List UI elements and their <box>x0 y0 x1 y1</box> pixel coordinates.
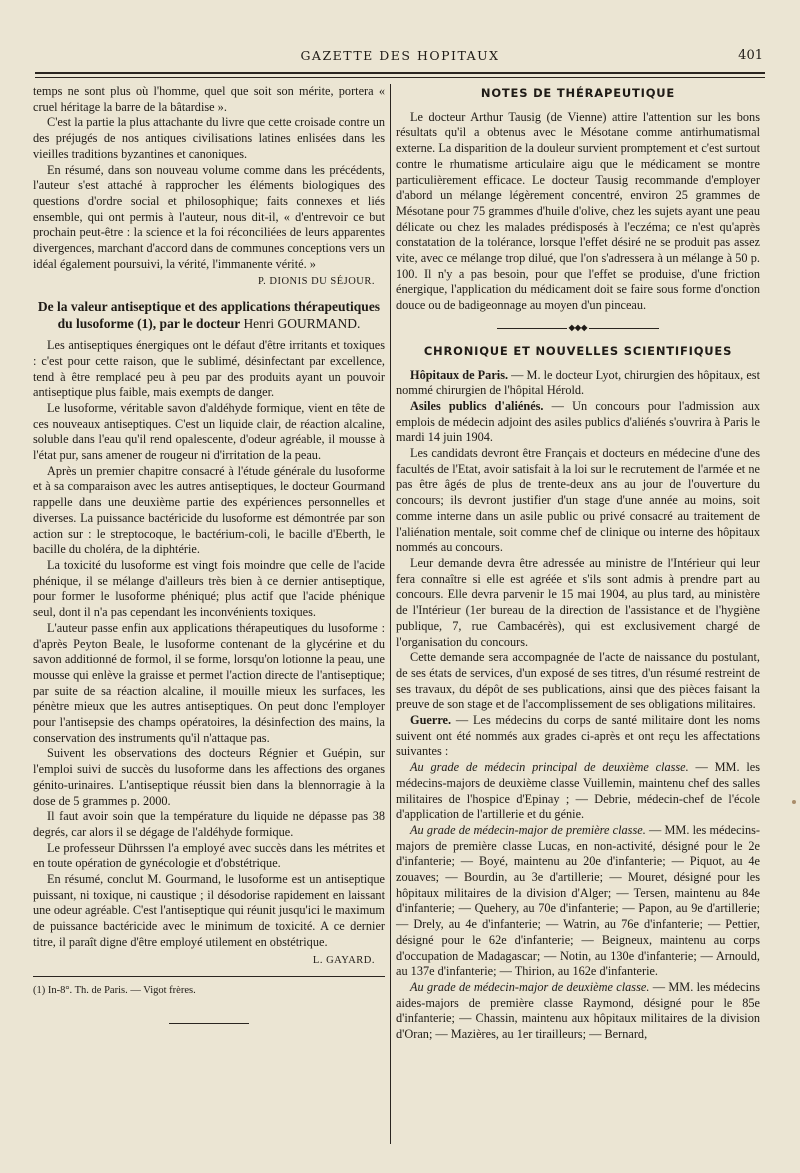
end-separator <box>33 1013 385 1029</box>
grade-text: — MM. les médecins-majors de deuxième classe Vuillemin, maintenu chef des salles militaires de l'hospice d'Epinay ; — Debrie, médecin-chef de l'école d'application de l'artillerie et du génie. <box>396 760 760 822</box>
grade-text: — MM. les médecins-majors de première classe Lucas, en non-activité, désigné pour le 2e d'infanterie; — Boyé, maintenu au 20e d'infanterie; — Piquot, au 4e zouaves; — Bourdin, au 3e d'artillerie; — Mouret, désigné pour les hôpitaux militaires de la division d'Alger; — Tersen, maintenu au 84e d'infanterie; — Quehery, au 70e d'infanterie; — Papon, au 9e d'artillerie; — Drely, au 4e d'infanterie; — Watrin, au 76e d'infanterie; — Pettier, désigné pour le 62e d'infanterie; — Beigneux, maintenu au corps d'occupation de Madagascar; — Notin, au 130e d'infanterie; — Arnould, au 137e d'infanterie; — Thirion, au 162e d'infanterie. <box>396 822 760 979</box>
news-text: — Un concours pour l'admission aux emplois de médecin adjoint des asiles publics d'aliénés s'ouvrira à Paris le mardi 14 juin 1904. <box>396 398 760 445</box>
header-rule <box>35 72 765 74</box>
notes-heading: NOTES DE THÉRAPEUTIQUE <box>480 86 676 100</box>
grade-label: Au grade de médecin-major de première classe. <box>410 822 646 837</box>
left-column <box>33 84 385 1029</box>
notes-paragraph: Le docteur Arthur Tausig (de Vienne) attire l'attention sur les bons résultats qu'il a obtenus avec le Mésotane comme antirhumatismal externe. La disparition de la douleur survient promptement et c'est surtout contre le rhumatisme articulaire aigu que le médicament se montre particulièrement efficace. Le docteur Tausig recommande d'employer d'abord un mélange légèrement concentré, environ 25 grammes de Mésotane pour 75 grammes d'huile d'olive, chez les sujets ayant une peau délicate ou chez les malades prédisposés à l'eczéma; ce n'est qu'après constatation de la tolérance, lorsque l'effet désiré ne se produit pas assez vite, avec ce mélange trop dilué, que l'on s'adressera à un mélange à 50 p. 100. Il n'y a pas besoin, pour que l'effet se produise, d'une friction énergique, l'application du médicament doit se faire sous forme d'onction douce ou de badigeonnage au moyen d'un pinceau. <box>396 109 760 313</box>
article-paragraph: En résumé, conclut M. Gourmand, le lusoforme est un antiseptique puissant, ni toxique, ni caustique ; il désodorise rapidement en laissant une odeur agréable. C'est l'antiseptique qui réunit jusqu'ici le maximum de puissance bactéricide avec le minimum de toxicité. A ce dernier titre, il paraît digne d'être employé utilement en obstétrique. <box>33 872 385 949</box>
article-paragraph: Le lusoforme, véritable savon d'aldéhyde formique, vient en tête de ces nouveaux antiseptiques. C'est un liquide clair, de réaction alcaline, soluble dans l'eau qu'il rend opalescente, d'odeur agréable, il mousse à l'état pur, sans amener de rougeur ni d'irritation de la peau. <box>33 400 385 463</box>
news-item-hopitaux <box>396 368 760 399</box>
article-paragraph: L'auteur passe enfin aux applications thérapeutiques du lusoforme : d'après Peyton Beale, le lusoforme contenant de la glycérine et du savon additionné de formol, il se forme, lorsqu'on lotionne la peau, une mousse qui enlève la graisse et permet l'action directe de l'antiseptique; par suite de sa réaction alcaline, il mouille mieux les surfaces, les pénètre mieux que les autres antiseptiques. On peut donc l'employer pour l'antisepsie des champs opératoires, la désinfection des mains, la conservation des instruments qu'il n'attaque pas. <box>33 620 385 745</box>
news-heading: Guerre. <box>410 713 452 728</box>
news-paragraph: Cette demande sera accompagnée de l'acte de naissance du postulant, de ses états de services, d'un exposé de ses titres, d'un résumé restreint de ses travaux, du dépôt de ses publications, ainsi que des pièces faisant la preuve de son stage et de l'accomplissement de ses obligations militaires. <box>396 650 760 712</box>
news-text: — M. le docteur Lyot, chirurgien des hôpitaux, est nommé chirurgien de l'hôpital Hérold. <box>396 367 761 398</box>
news-text: — Les médecins du corps de santé militaire dont les noms suivent ont été nommés aux grades ci-après et ont reçu les affectations suivantes : <box>396 713 760 759</box>
page-number: 401 <box>738 48 763 63</box>
article-paragraph: Après un premier chapitre consacré à l'étude générale du lusoforme et à sa comparaison avec les autres antiseptiques, le docteur Gourmand rappelle dans une deuxième partie des expériences personnelles et diverses. La puissance bactéricide du lusoforme est démontrée par son action sur : le streptocoque, le bactérium-coli, le bacille d'Eberth, le bacille du choléra, de la diphtérie. <box>33 463 385 557</box>
footnote-rule <box>33 976 385 977</box>
page-header <box>35 44 765 70</box>
article-paragraph: Il faut avoir soin que la température du liquide ne dépasse pas 38 degrés, car alors il se dégage de l'aldéhyde formique. <box>33 809 385 839</box>
grade-label: Au grade de médecin principal de deuxième classe. <box>410 760 689 775</box>
article-title-text: De la valeur antiseptique et des applications thérapeutiques du lusoforme (1), par le docteur <box>37 299 381 332</box>
paper-blemish <box>792 800 796 804</box>
review-signature: P. DIONIS DU SÉJOUR. <box>257 276 375 288</box>
review-paragraph: En résumé, dans son nouveau volume comme dans les précédents, l'auteur s'est attaché à rapprocher les éléments biologiques des questions d'ordre social et philosophique; faits connexes et liés ensemble, qui ont permis à l'auteur, nous dit-il, « d'entrevoir ce but prochain peut-être : la science et la foi réconciliées de leurs apparentes divergences, marchant d'accord dans de communes conceptions vers un idéal également poursuivi, la vérité, l'immanente vérité. » <box>33 162 385 271</box>
news-heading: Hôpitaux de Paris. <box>410 367 509 382</box>
article-signature: L. GAYARD. <box>312 954 375 966</box>
promotion-paragraph <box>396 980 760 1043</box>
promotion-paragraph <box>396 823 760 980</box>
article-paragraph: Le professeur Dührssen l'a employé avec succès dans les métrites et en toute opération de gynécologie et d'obstétrique. <box>33 840 385 871</box>
article-paragraph: Suivent les observations des docteurs Régnier et Guépin, sur l'emploi suivi de succès du lusoforme dans les affections des organes génito-urinaires. L'antiseptique réussit bien dans la blennorragie à la dose de 5 grammes p. 2000. <box>33 746 385 808</box>
promotion-paragraph <box>396 760 760 823</box>
grade-label: Au grade de médecin-major de deuxième classe. <box>410 979 650 994</box>
footnote: (1) In-8°. Th. de Paris. — Vigot frères. <box>33 985 196 997</box>
chronicle-heading: CHRONIQUE ET NOUVELLES SCIENTIFIQUES <box>423 343 733 358</box>
article-author: Henri GOURMAND. <box>243 316 361 332</box>
grade-text: — MM. les médecins aides-majors de première classe Raymond, désigné pour le 85e d'infanterie; — Chassin, maintenu aux hôpitaux militaires de la division d'Oran; — Mazières, au 1er tirailleurs; — Bernard, <box>396 979 760 1042</box>
article-title <box>33 298 385 332</box>
review-paragraph: C'est la partie la plus attachante du livre que cette croisade contre un des préjugés de nos antiques civilisations latines enlisées dans les vieilles traditions byzantines et canoniques. <box>33 115 385 161</box>
article-paragraph: La toxicité du lusoforme est vingt fois moindre que celle de l'acide phénique, il se mélange d'ailleurs très bien à ce dernier antiseptique, pour former le lusoforme phéniqué; plus actif que l'acide phénique seul, dont il n'a pas cependant les inconvénients toxiques. <box>33 557 385 620</box>
review-paragraph: temps ne sont plus où l'homme, quel que soit son mérite, portera « cruel héritage la barre de la bâtardise ». <box>33 84 385 114</box>
section-separator: ◆◆◆ <box>396 320 760 336</box>
header-rule-thin <box>35 77 765 78</box>
news-item-guerre <box>396 713 760 760</box>
column-divider <box>390 84 391 1144</box>
news-heading: Asiles publics d'aliénés. <box>410 398 544 413</box>
article-paragraph: Les antiseptiques énergiques ont le défaut d'être irritants et toxiques : c'est pour cette raison, que le sublimé, désinfectant par excellence, tend à être remplacé peu à peu par des produits ayant un pouvoir antiseptique plus faible, mais exempts de danger. <box>33 338 385 400</box>
news-item-asiles <box>396 399 760 446</box>
journal-title: GAZETTE DES HOPITAUX <box>300 48 500 63</box>
news-paragraph: Les candidats devront être Français et docteurs en médecine d'une des facultés de l'Etat, avoir satisfait à la loi sur le recrutement de l'armée et ne pas être âgés de plus de trente-deux ans au jour de l'ouverture du concours; ils devront justifier d'un stage d'une année au moins, soit comme interne dans un asile public ou privé consacré au traitement de l'aliénation mentale, soit comme chef de clinique ou interne des hôpitaux nommés au concours. <box>396 446 760 555</box>
news-paragraph: Leur demande devra être adressée au ministre de l'Intérieur qui leur fera connaître si elle est agréée et s'ils sont admis à prendre part au concours. Elle devra parvenir le 15 mai 1904, au plus tard, au ministère de l'Intérieur (1er bureau de la direction de l'assistance et de l'hygiène publique, 7, rue Cambacérès), qui est exclusivement chargé de l'organisation du concours. <box>396 556 760 649</box>
right-column <box>396 84 760 1043</box>
